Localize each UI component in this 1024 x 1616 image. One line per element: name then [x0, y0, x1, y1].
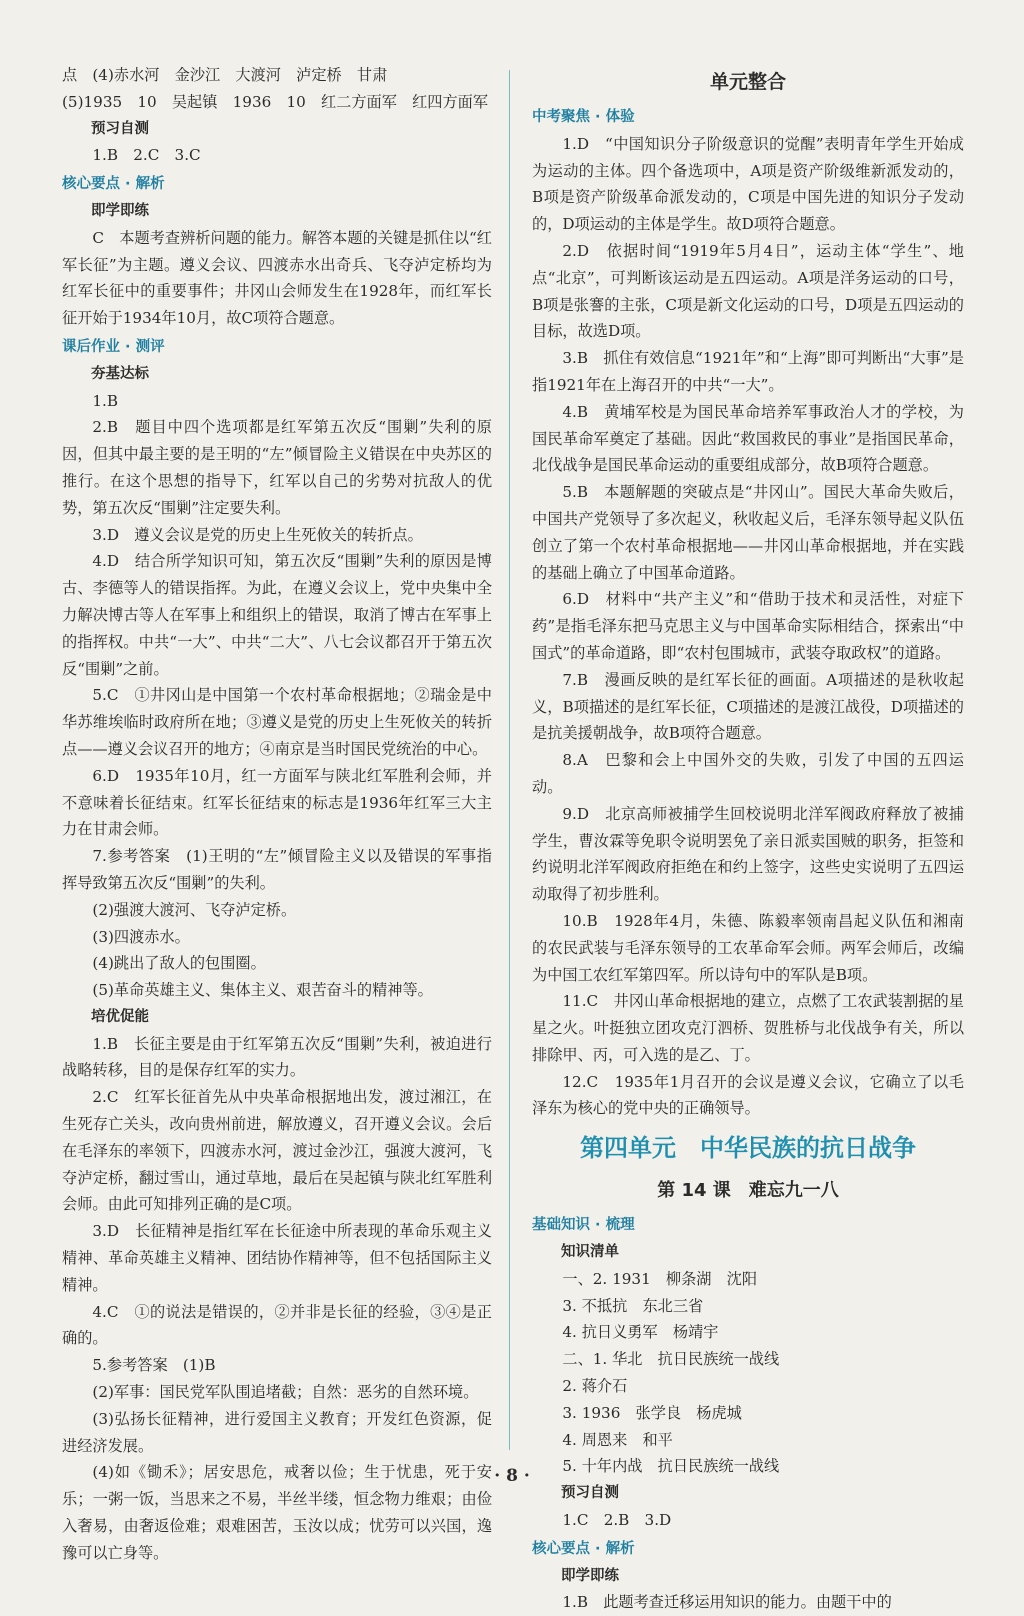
section-heading: 核心要点 · 解析 [62, 176, 165, 193]
answer-paragraph: 5.参考答案 (1)B [92, 1356, 216, 1375]
answer-paragraph: 2.B 题目中四个选项都是红军第五次反“围剿”失利的原因，但其中最主要的是王明的“左”倾冒险主义错误在中央苏区的推行。在这个思想的指导下，红军以自己的劣势对抗敌人的优势，第五次反“围剿”注定要失利。 [62, 418, 492, 517]
answer-paragraph: (2)强渡大渡河、飞夺泸定桥。 [92, 900, 297, 919]
subheading: 夯基达标 [91, 365, 149, 382]
paragraph: 点 (4)赤水河 金沙江 大渡河 泸定桥 甘肃 [62, 66, 388, 84]
section-heading: 课后作业 · 测评 [62, 338, 165, 355]
answer-paragraph: (4)跳出了敌人的包围圈。 [92, 954, 266, 973]
answer-paragraph: 1.D “中国知识分子阶级意识的觉醒”表明青年学生开始成为运动的主体。四个备选项中，A项是资产阶级维新派发动的，B项是资产阶级革命派发动的，C项是中国先进的知识分子发动的，D项运动的主体是学生。故D项符合题意。 [532, 134, 964, 234]
subheading: 知识清单 [561, 1244, 619, 1261]
left-column [62, 62, 492, 1567]
answer-paragraph: (3)弘扬长征精神，进行爱国主义教育；开发红色资源，促进经济发展。 [62, 1409, 492, 1455]
answer-paragraph: 3.D 长征精神是指红军在长征途中所表现的革命乐观主义精神、革命英雄主义精神、团结协作精神等，但不包括国际主义精神。 [62, 1222, 492, 1294]
subheading: 即学即练 [91, 202, 149, 219]
answer-paragraph: 8.A 巴黎和会上中国外交的失败，引发了中国的五四运动。 [532, 751, 964, 796]
answer-paragraph: 一、2. 1931 柳条湖 沈阳 [562, 1269, 758, 1288]
subheading: 即学即练 [561, 1567, 619, 1584]
answer-paragraph: 5.C ①井冈山是中国第一个农村革命根据地；②瑞金是中华苏维埃临时政府所在地；③遵义是党的历史上生死攸关的转折点——遵义会议召开的地方；④南京是当时国民党统治的中心。 [62, 686, 492, 758]
section-heading: 中考聚焦 · 体验 [532, 109, 635, 125]
answer-paragraph: 4. 周恩来 和平 [562, 1430, 673, 1449]
answer-paragraph: 4.D 结合所学知识可知，第五次反“围剿”失利的原因是博古、李德等人的错误指挥。为此，在遵义会议上，党中央集中全力解决博古等人在军事上和组织上的错误，取消了博古在军事上的指挥权。中共“一大”、中共“二大”、八七会议都召开于第五次反“围剿”之前。 [62, 552, 492, 678]
answer-paragraph: 3. 不抵抗 东北三省 [562, 1296, 704, 1315]
answer-paragraph: 7.B 漫画反映的是红军长征的画面。A项描述的是秋收起义，B项描述的是红军长征，C项描述的是渡江战役，D项描述的是抗美援朝战争，故B项符合题意。 [532, 670, 964, 743]
answer-paragraph: 5. 十年内战 抗日民族统一战线 [562, 1457, 780, 1476]
answer-paragraph: 1.B 此题考查迁移运用知识的能力。由题干中的 [562, 1593, 892, 1612]
answer-paragraph: 1.B 长征主要是由于红军第五次反“围剿”失利，被迫进行战略转移，目的是保存红军的实力。 [62, 1034, 492, 1080]
section-heading: 基础知识 · 梳理 [532, 1217, 635, 1234]
right-column [532, 62, 964, 1616]
answer-paragraph: 2.D 依据时间“1919年5月4日”，运动主体“学生”、地点“北京”，可判断该运动是五四运动。A项是洋务运动的口号，B项是张謇的主张，C项是新文化运动的口号，D项是五四运动的目标，故选D项。 [532, 241, 964, 341]
answer-paragraph: 11.C 井冈山革命根据地的建立，点燃了工农武装割据的星星之火。叶挺独立团攻克汀泗桥、贺胜桥与北伐战争有关，所以排除甲、丙，可入选的是乙、丁。 [532, 992, 964, 1064]
answer-paragraph: 1.B [92, 391, 119, 410]
answer-paragraph: 7.参考答案 (1)王明的“左”倾冒险主义以及错误的军事指挥导致第五次反“围剿”的失利。 [62, 847, 492, 892]
answer-paragraph: (4)如《锄禾》；居安思危，戒奢以俭；生于忧患，死于安乐；一粥一饭，当思来之不易，半丝半缕，恒念物力维艰；由俭入奢易，由奢返俭难；艰难困苦，玉汝以成；忧劳可以兴国，逸豫可以亡身等。 [62, 1463, 492, 1562]
answer-paragraph: 6.D 材料中“共产主义”和“借助于技术和灵活性，对症下药”是指毛泽东把马克思主义与中国革命实际相结合，探索出“中国式”的革命道路，即“农村包围城市，武装夺取政权”的道路。 [532, 590, 964, 662]
answer-paragraph: 4.C ①的说法是错误的，②并非是长征的经验，③④是正确的。 [62, 1302, 492, 1348]
answer-paragraph: 4.B 黄埔军校是为国民革命培养军事政治人才的学校，为国民革命军奠定了基础。因此“救国救民的事业”是指国民革命，北伐战争是国民革命运动的重要组成部分，故B项符合题意。 [532, 402, 964, 475]
section-heading: 核心要点 · 解析 [532, 1540, 635, 1557]
lesson-title: 第 14 课 难忘九一八 [657, 1180, 839, 1202]
paragraph: (5)1935 10 吴起镇 1936 10 红二方面军 红四方面军 [62, 92, 489, 111]
answer-paragraph: C 本题考查辨析问题的能力。解答本题的关键是抓住以“红军长征”为主题。遵义会议、四渡赤水出奇兵、飞夺泸定桥均为红军长征中的重要事件；井冈山会师发生在1928年，而红军长征开始于1934年10月，故C项符合题意。 [62, 228, 492, 328]
answer-paragraph: 3. 1936 张学良 杨虎城 [562, 1403, 742, 1422]
answer-paragraph: (5)革命英雄主义、集体主义、艰苦奋斗的精神等。 [92, 981, 433, 1000]
answer-paragraph: 10.B 1928年4月，朱德、陈毅率领南昌起义队伍和湘南的农民武装与毛泽东领导的工农革命军会师。两军会师后，改编为中国工农红军第四军。所以诗句中的军队是B项。 [532, 911, 964, 984]
unit-title: 第四单元 中华民族的抗日战争 [580, 1134, 916, 1163]
unit-summary-title: 单元整合 [709, 71, 786, 93]
subheading: 培优促能 [91, 1008, 149, 1025]
answer-paragraph: 二、1. 华北 抗日民族统一战线 [562, 1350, 780, 1369]
subheading: 预习自测 [91, 120, 149, 137]
answer-paragraph: 3.B 抓住有效信息“1921年”和“上海”即可判断出“大事”是指1921年在上海召开的中共“一大”。 [532, 349, 964, 394]
answer-paragraph: 2. 蒋介石 [562, 1377, 628, 1396]
answer-paragraph: 1.B 2.C 3.C [92, 146, 201, 165]
page-number: · 8 · [494, 1466, 530, 1486]
answer-paragraph: 3.D 遵义会议是党的历史上生死攸关的转折点。 [92, 525, 423, 544]
answer-paragraph: (3)四渡赤水。 [92, 927, 190, 946]
answer-paragraph: 12.C 1935年1月召开的会议是遵义会议，它确立了以毛泽东为核心的党中央的正确领导。 [532, 1072, 964, 1118]
subheading: 预习自测 [561, 1485, 619, 1502]
answer-paragraph: 1.C 2.B 3.D [562, 1511, 672, 1530]
answer-paragraph: 9.D 北京高师被捕学生回校说明北洋军阀政府释放了被捕学生，曹汝霖等免职令说明罢免了亲日派卖国贼的职务，拒签和约说明北洋军阀政府拒绝在和约上签字，这些史实说明了五四运动取得了初步胜利。 [532, 804, 964, 904]
answer-paragraph: 5.B 本题解题的突破点是“井冈山”。国民大革命失败后，中国共产党领导了多次起义，秋收起义后，毛泽东领导起义队伍创立了第一个农村革命根据地——井冈山革命根据地，并在实践的基础上确立了中国革命道路。 [532, 483, 964, 582]
answer-paragraph: 6.D 1935年10月，红一方面军与陕北红军胜利会师，并不意味着长征结束。红军长征结束的标志是1936年红军三大主力在甘肃会师。 [62, 766, 492, 839]
column-divider [509, 70, 510, 1450]
answer-paragraph: 2.C 红军长征首先从中央革命根据地出发，渡过湘江，在生死存亡关头，改向贵州前进，解放遵义，召开遵义会议。会后在毛泽东的率领下，四渡赤水河，渡过金沙江，强渡大渡河，飞夺泸定桥，翻过雪山，通过草地，最后在吴起镇与陕北红军胜利会师。由此可知排列正确的是C项。 [62, 1088, 492, 1214]
answer-paragraph: 4. 抗日义勇军 杨靖宇 [562, 1323, 719, 1342]
answer-paragraph: (2)军事：国民党军队围追堵截；自然：恶劣的自然环境。 [92, 1383, 479, 1402]
